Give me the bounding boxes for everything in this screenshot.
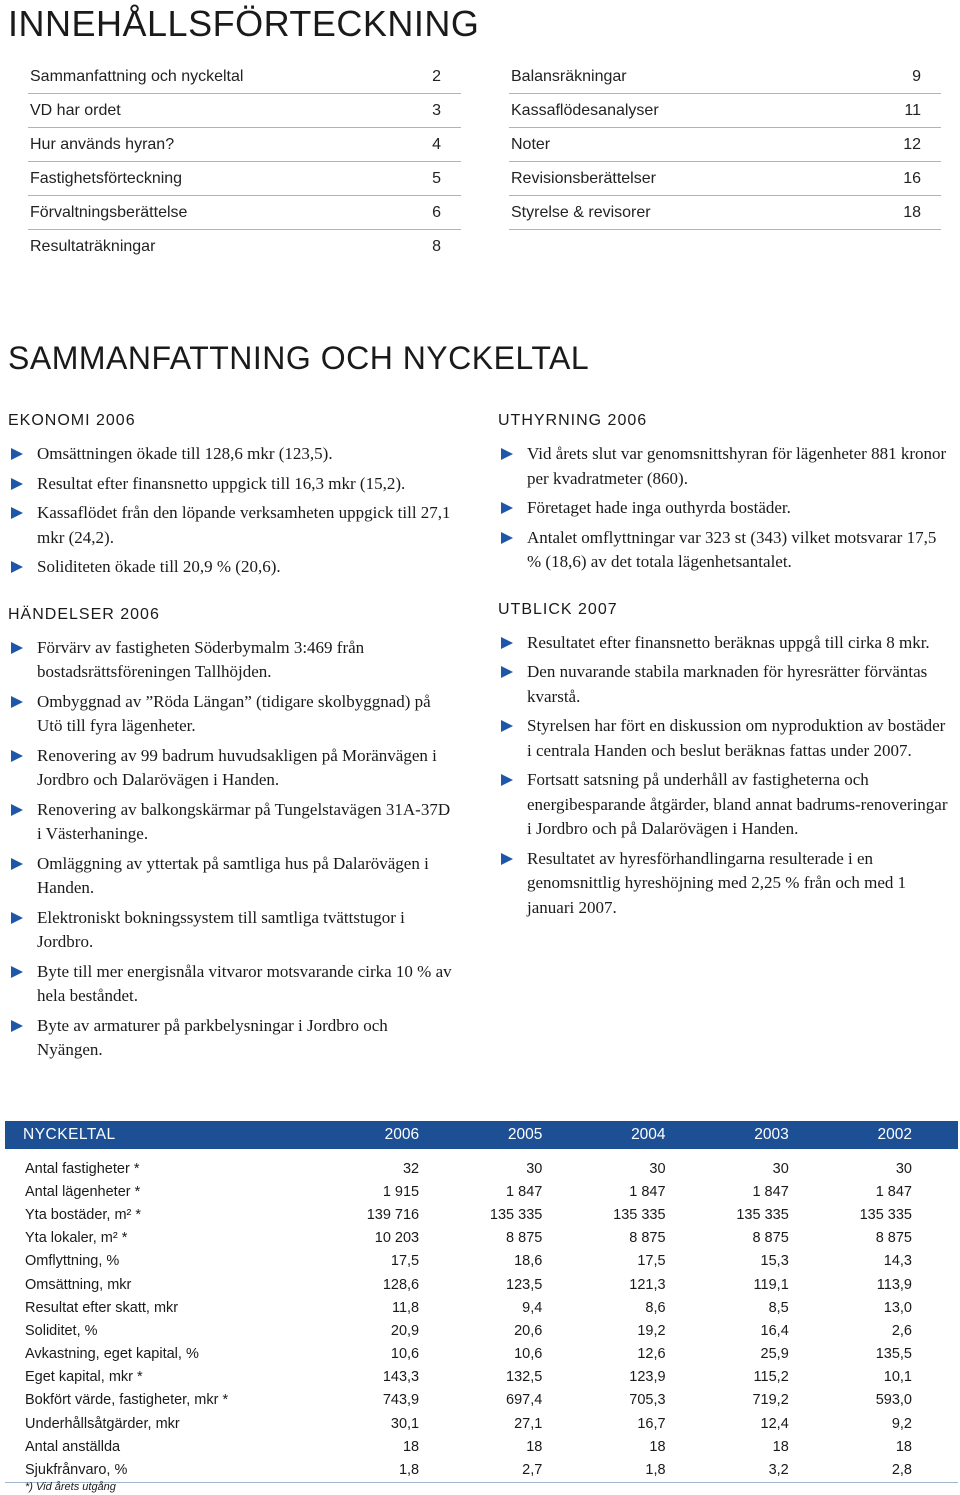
table-cell: 743,9 <box>382 1392 420 1409</box>
table-cell: 16,4 <box>760 1322 789 1339</box>
table-cell: 30 <box>526 1160 543 1177</box>
table-row <box>5 1250 958 1273</box>
year-header: 2004 <box>588 1121 711 1149</box>
toc-entry-page: 9 <box>912 67 921 85</box>
table-row <box>5 1412 958 1435</box>
table-cell: 135,5 <box>875 1346 912 1363</box>
table-cell: 8 875 <box>629 1230 666 1247</box>
year-header: 2002 <box>835 1121 958 1149</box>
table-cell: 3,2 <box>712 1458 835 1482</box>
table-row <box>5 1157 958 1180</box>
toc-right-column <box>509 60 941 230</box>
table-cell: 18 <box>526 1438 543 1455</box>
table-row <box>5 1296 958 1319</box>
row-label: Resultat efter skatt, mkr <box>25 1299 179 1316</box>
row-label: Yta lokaler, m² * <box>25 1230 128 1247</box>
section-title: SAMMANFATTNING OCH NYCKELTAL <box>8 340 590 376</box>
table-cell: 18 <box>402 1438 420 1455</box>
toc-entry <box>28 196 461 230</box>
table-row <box>5 1203 958 1226</box>
utblick-heading: UTBLICK 2007 <box>498 600 618 618</box>
table-cell: 135 335 <box>859 1206 912 1223</box>
table-cell: 135 335 <box>736 1206 789 1223</box>
table-cell: 8 875 <box>506 1230 543 1247</box>
bullet-item: Renovering av balkongskärmar på Tungelstavägen 31A-37D i Västerhaninge. <box>8 798 453 847</box>
bullet-item: Renovering av 99 badrum huvudsakligen på Moränvägen i Jordbro och Dalarövägen i Handen. <box>8 744 453 793</box>
table-row <box>5 1389 958 1412</box>
table-cell: 2,6 <box>891 1322 912 1339</box>
toc-entry-page: 3 <box>432 101 441 119</box>
bullet-item: Vid årets slut var genomsnittshyran för lägenheter 881 kronor per kvadratmeter (860). <box>498 442 953 491</box>
year-header: 2005 <box>465 1121 588 1149</box>
bullet-item: Förvärv av fastigheten Söderbymalm 3:469 från bostadsrättsföreningen Tallhöjden. <box>8 636 453 685</box>
bullet-item: Byte till mer energisnåla vitvaror motsvarande cirka 10 % av hela beståndet. <box>8 960 453 1009</box>
table-cell: 30 <box>772 1160 789 1177</box>
table-cell: 10,6 <box>390 1346 420 1363</box>
toc-entry-label: Resultaträkningar <box>30 238 156 255</box>
table-row <box>5 1180 958 1203</box>
table-cell: 18 <box>772 1438 789 1455</box>
toc-entry-label: Noter <box>511 135 551 153</box>
bullet-item: Styrelsen har fört en diskussion om nyproduktion av bostäder i centrala Handen och beslut beräknas fattas under 2007. <box>498 714 953 763</box>
table-cell: 15,3 <box>760 1253 789 1270</box>
table-cell: 123,9 <box>629 1369 666 1386</box>
bullet-item: Den nuvarande stabila marknaden för hyresrätter förväntas kvarstå. <box>498 660 953 709</box>
table-cell: 20,9 <box>390 1322 420 1339</box>
table-cell: 697,4 <box>506 1392 543 1409</box>
toc-entry-page: 18 <box>903 203 921 221</box>
toc-entry-label: Fastighetsförteckning <box>30 169 183 187</box>
toc-entry-label: Sammanfattning och nyckeltal <box>30 67 244 85</box>
bullet-item: Resultatet av hyresförhandlingarna resulterade i en genomsnittlig hyreshöjning med 2,25 % från och med 1 januari 2007. <box>498 847 953 921</box>
toc-entry-page: 5 <box>432 169 441 187</box>
table-cell: 135 335 <box>613 1206 666 1223</box>
bullet-item: Soliditeten ökade till 20,9 % (20,6). <box>8 555 453 580</box>
bullet-item: Ombyggnad av ”Röda Längan” (tidigare skolbyggnad) på Utö till fyra lägenheter. <box>8 690 453 739</box>
table-row <box>5 1343 958 1366</box>
toc-entry-label: Hur används hyran? <box>30 135 175 153</box>
toc-entry <box>509 60 941 94</box>
table-cell: 10,1 <box>883 1369 912 1386</box>
uthyrning-heading: UTHYRNING 2006 <box>498 412 648 429</box>
toc-entry <box>28 94 461 128</box>
table-cell: 1 847 <box>506 1183 543 1200</box>
table-cell: 8 875 <box>752 1230 789 1247</box>
bullet-item: Företaget hade inga outhyrda bostäder. <box>498 496 953 521</box>
table-cell: 8 875 <box>875 1230 912 1247</box>
table-row <box>5 1273 958 1296</box>
table-cell: 27,1 <box>514 1415 543 1432</box>
toc-entry <box>28 230 461 264</box>
table-cell: 18 <box>649 1438 666 1455</box>
footnote: *) Vid årets utgång <box>25 1481 116 1493</box>
table-row <box>5 1366 958 1389</box>
bullet-item: Resultat efter finansnetto uppgick till 16,3 mkr (15,2). <box>8 472 453 497</box>
toc-entry-label: VD har ordet <box>30 101 121 119</box>
table-cell: 17,5 <box>390 1253 420 1270</box>
bullet-item: Byte av armaturer på parkbelysningar i Jordbro och Nyängen. <box>8 1014 453 1063</box>
toc-entry <box>509 128 941 162</box>
toc-entry-page: 16 <box>903 169 921 187</box>
table-cell: 19,2 <box>637 1322 666 1339</box>
toc-entry <box>509 196 941 230</box>
table-cell: 135 335 <box>489 1206 543 1223</box>
table-cell: 12,6 <box>637 1346 666 1363</box>
table-cell: 121,3 <box>629 1276 666 1293</box>
table-cell: 12,4 <box>760 1415 789 1432</box>
row-label: Soliditet, % <box>25 1322 98 1339</box>
ekonomi-list <box>8 442 453 580</box>
table-cell: 9,4 <box>522 1299 543 1316</box>
table-cell: 719,2 <box>752 1392 789 1409</box>
toc-left-column <box>28 60 461 264</box>
bullet-item: Omläggning av yttertak på samtliga hus på Dalarövägen i Handen. <box>8 852 453 901</box>
table-cell: 139 716 <box>366 1206 420 1223</box>
ekonomi-heading: EKONOMI 2006 <box>8 412 136 429</box>
bullet-item: Elektroniskt bokningssystem till samtliga tvättstugor i Jordbro. <box>8 906 453 955</box>
toc-entry <box>509 162 941 196</box>
row-label: Sjukfrånvaro, % <box>5 1458 342 1482</box>
uthyrning-list <box>498 442 953 575</box>
nyckeltal-table <box>5 1121 958 1483</box>
table-cell: 13,0 <box>883 1299 912 1316</box>
table-title-header: NYCKELTAL <box>5 1121 342 1149</box>
summary-left-column <box>8 408 453 1085</box>
table-row <box>5 1458 958 1482</box>
year-header: 2003 <box>712 1121 835 1149</box>
utblick-list <box>498 631 953 921</box>
handelser-heading: HÄNDELSER 2006 <box>8 605 160 623</box>
page-title: INNEHÅLLSFÖRTECKNING <box>8 3 480 44</box>
toc-entry <box>28 162 461 196</box>
row-label: Avkastning, eget kapital, % <box>25 1346 199 1363</box>
table-header-row <box>5 1121 958 1149</box>
bullet-item: Resultatet efter finansnetto beräknas uppgå till cirka 8 mkr. <box>498 631 953 656</box>
table-cell: 119,1 <box>753 1276 789 1293</box>
table-cell: 143,3 <box>382 1369 420 1386</box>
table-cell: 18 <box>895 1438 912 1455</box>
table-cell: 11,8 <box>391 1299 420 1316</box>
handelser-list <box>8 636 453 1063</box>
table-cell: 20,6 <box>514 1322 543 1339</box>
table-cell: 123,5 <box>506 1276 543 1293</box>
row-label: Antal anställda <box>25 1438 121 1455</box>
toc-entry-page: 2 <box>432 67 441 85</box>
year-header: 2006 <box>342 1121 465 1149</box>
table-cell: 1 847 <box>875 1183 912 1200</box>
table-cell: 8,6 <box>645 1299 666 1316</box>
row-label: Antal fastigheter * <box>25 1160 140 1177</box>
table-cell: 132,5 <box>506 1369 543 1386</box>
toc-entry <box>28 128 461 162</box>
table-cell: 10,6 <box>514 1346 543 1363</box>
table-cell: 14,3 <box>883 1253 912 1270</box>
toc-entry-page: 4 <box>432 135 441 153</box>
toc-entry-label: Förvaltningsberättelse <box>30 203 188 221</box>
toc-entry-label: Styrelse & revisorer <box>511 203 651 221</box>
toc-entry-page: 12 <box>903 135 921 153</box>
table-cell: 30 <box>649 1160 666 1177</box>
table-cell: 9,2 <box>891 1415 912 1432</box>
row-label: Yta bostäder, m² * <box>25 1206 142 1223</box>
table-cell: 18,6 <box>514 1253 543 1270</box>
bullet-item: Kassaflödet från den löpande verksamheten uppgick till 27,1 mkr (24,2). <box>8 501 453 550</box>
table-row <box>5 1319 958 1342</box>
table-cell: 1,8 <box>588 1458 711 1482</box>
bullet-item: Omsättningen ökade till 128,6 mkr (123,5). <box>8 442 453 467</box>
table-cell: 1,8 <box>342 1458 465 1482</box>
row-label: Antal lägenheter * <box>25 1183 141 1200</box>
row-label: Omsättning, mkr <box>25 1276 132 1293</box>
row-label: Bokfört värde, fastigheter, mkr * <box>25 1392 229 1409</box>
summary-right-column <box>498 408 953 942</box>
table-row <box>5 1435 958 1458</box>
table-cell: 8,5 <box>768 1299 789 1316</box>
table-cell: 10 203 <box>374 1230 420 1247</box>
table-cell: 705,3 <box>629 1392 666 1409</box>
table-cell: 25,9 <box>760 1346 789 1363</box>
toc-entry-page: 11 <box>904 101 921 119</box>
bullet-item: Antalet omflyttningar var 323 st (343) vilket motsvarar 17,5 % (18,6) av det totala lägenhetsantalet. <box>498 526 953 575</box>
toc-entry-label: Revisionsberättelser <box>511 169 656 187</box>
row-label: Eget kapital, mkr * <box>25 1369 143 1386</box>
table-cell: 2,8 <box>835 1458 958 1482</box>
toc-entry-page: 6 <box>432 203 441 221</box>
table-cell: 32 <box>402 1160 420 1177</box>
toc-entry <box>509 94 941 128</box>
table-cell: 16,7 <box>637 1415 666 1432</box>
table-cell: 30,1 <box>390 1415 420 1432</box>
table-cell: 2,7 <box>465 1458 588 1482</box>
toc-entry-page: 8 <box>432 238 441 255</box>
toc-entry-label: Balansräkningar <box>511 67 627 85</box>
table-cell: 1 847 <box>752 1183 789 1200</box>
table-cell: 115,2 <box>753 1369 789 1386</box>
table-cell: 1 847 <box>629 1183 666 1200</box>
table-cell: 17,5 <box>637 1253 666 1270</box>
bullet-item: Fortsatt satsning på underhåll av fastigheterna och energibesparande åtgärder, bland annat badrums-renoveringar i Jordbro och på Dalarövägen i Handen. <box>498 768 953 842</box>
table-cell: 30 <box>895 1160 912 1177</box>
table-row <box>5 1227 958 1250</box>
row-label: Underhållsåtgärder, mkr <box>25 1415 180 1432</box>
table-cell: 593,0 <box>875 1392 912 1409</box>
toc-entry-label: Kassaflödesanalyser <box>511 101 659 119</box>
table-cell: 128,6 <box>382 1276 420 1293</box>
table-cell: 1 915 <box>382 1183 420 1200</box>
table-cell: 113,9 <box>876 1276 912 1293</box>
toc-entry <box>28 60 461 94</box>
row-label: Omflyttning, % <box>25 1253 120 1270</box>
